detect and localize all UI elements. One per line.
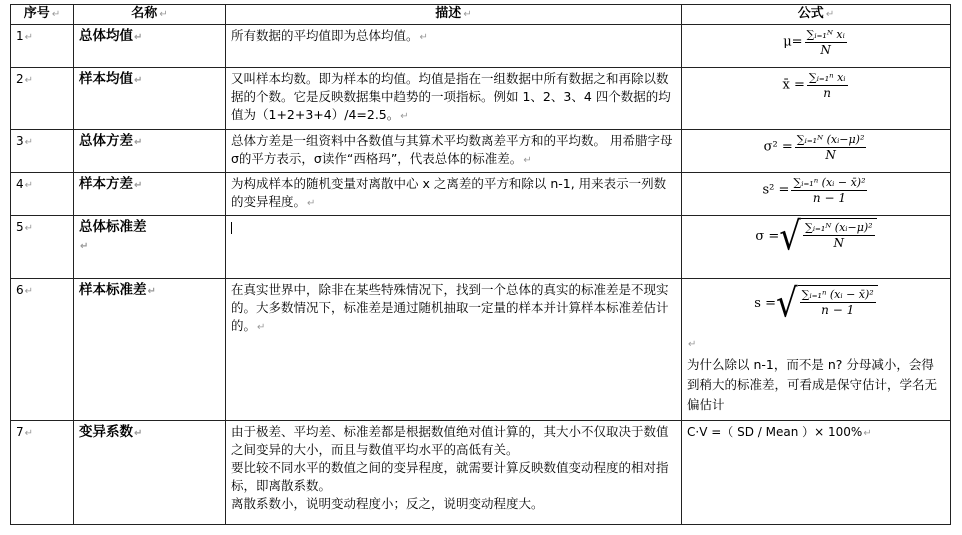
row-formula: s = √ $\frac{\text{∑ᵢ₌₁ⁿ (xᵢ − x̄)²}}{n - 1}$ ↵ 为什么除以 n-1，而不是 n? 分母减小，会得到稍大的标准差，可看成是保守估计，学名无偏估计 (682, 279, 951, 421)
table-row (11, 68, 951, 130)
row-index: 2↵ (11, 68, 74, 130)
table-row (11, 25, 951, 68)
row-formula: x̄ = $\frac{\text{∑ᵢ₌₁ⁿ xᵢ}}{n}$ (682, 68, 951, 130)
header-index: 序号 ↵ (11, 5, 74, 25)
table-row (11, 173, 951, 216)
row-formula: C·V =（ SD / Mean ）× 100%↵ (682, 421, 951, 525)
text-cursor (231, 222, 232, 234)
row-index: 5↵ (11, 216, 74, 279)
row-index: 6↵ (11, 279, 74, 421)
row-desc: 又叫样本均数。即为样本的均值。均值是指在一组数据中所有数据之和再除以数据的个数。它是反映数据集中趋势的一项指标。例如 1、2、3、4 四个数据的均值为（1+2+3+4）/4=2.5。↵ (226, 68, 682, 130)
row-index: 4↵ (11, 173, 74, 216)
row-name: 变异系数↵ (74, 421, 226, 525)
row-desc: 在真实世界中，除非在某些特殊情况下，找到一个总体的真实的标准差是不现实的。大多数情况下，标准差是通过随机抽取一定量的样本并计算样本标准差估计的。↵ (226, 279, 682, 421)
row-desc: 总体方差是一组资料中各数值与其算术平均数离差平方和的平均数。 用希腊字母σ的平方表示，σ读作“西格玛”，代表总体的标准差。↵ (226, 130, 682, 173)
header-row (11, 5, 951, 25)
formula-note: 为什么除以 n-1，而不是 n? 分母减小，会得到稍大的标准差，可看成是保守估计，学名无偏估计 (687, 357, 938, 412)
sqrt-sign: √ (779, 215, 801, 260)
header-name: 名称 ↵ (74, 5, 226, 25)
row-index: 1↵ (11, 25, 74, 68)
row-name: 总体方差↵ (74, 130, 226, 173)
row-formula: s² = $\frac{\text{∑ᵢ₌₁ⁿ (xᵢ − x̄)²}}{n - 1}$ (682, 173, 951, 216)
table-row (11, 216, 951, 279)
desc-line: 由于极差、平均差、标准差都是根据数值绝对值计算的，其大小不仅取决于数值之间变异的大小，而且与数值平均水平的高低有关。 (231, 424, 669, 457)
row-name: 总体均值↵ (74, 25, 226, 68)
row-name: 样本均值↵ (74, 68, 226, 130)
row-desc[interactable] (226, 216, 682, 279)
row-name: 总体标准差 ↵ (74, 216, 226, 279)
desc-line: 离散系数小，说明变动程度小；反之，说明变动程度大。 (231, 496, 544, 511)
header-desc: 描述 ↵ (226, 5, 682, 25)
statistics-table (10, 4, 951, 525)
row-index: 7↵ (11, 421, 74, 525)
table-row (11, 130, 951, 173)
row-name: 样本方差↵ (74, 173, 226, 216)
table-row (11, 279, 951, 421)
row-name: 样本标准差↵ (74, 279, 226, 421)
row-desc: 为构成样本的随机变量对离散中心 x 之离差的平方和除以 n-1, 用来表示一列数的变异程度。↵ (226, 173, 682, 216)
row-formula: σ = √ $\frac{\text{∑ᵢ₌₁ᴺ (xᵢ−μ)²}}{N}$ (682, 216, 951, 279)
desc-line: 要比较不同水平的数值之间的变异程度，就需要计算反映数值变动程度的相对指标，即离散系数。 (231, 460, 669, 493)
row-formula: σ² = $\frac{\text{∑ᵢ₌₁ᴺ (xᵢ−μ)²}}{N}$ (682, 130, 951, 173)
header-formula: 公式 ↵ (682, 5, 951, 25)
sqrt-sign: √ (775, 281, 798, 327)
row-desc (226, 421, 682, 525)
row-index: 3↵ (11, 130, 74, 173)
row-formula: μ= $\frac{\text{∑ᵢ₌₁ᴺ xᵢ}}{N}$ (682, 25, 951, 68)
row-desc: 所有数据的平均值即为总体均值。↵ (226, 25, 682, 68)
table-row (11, 421, 951, 525)
